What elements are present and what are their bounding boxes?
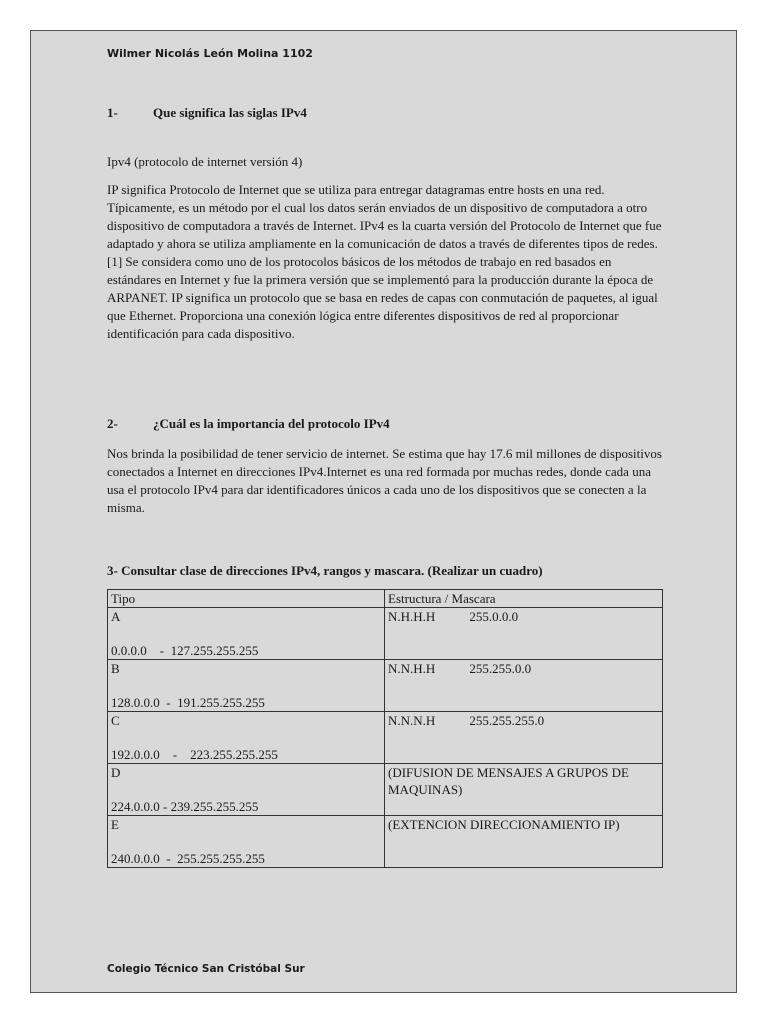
- table-header-cell: Estructura / Mascara: [385, 590, 663, 608]
- question-3-title: 3- Consultar clase de direcciones IPv4, rangos y mascara. (Realizar un cuadro): [107, 563, 543, 578]
- question-1-subtitle: Ipv4 (protocolo de internet versión 4): [107, 154, 303, 169]
- document-page: [30, 30, 737, 993]
- question-2-title: ¿Cuál es la importancia del protocolo IPv4: [153, 416, 390, 431]
- question-1-body: IP significa Protocolo de Internet que se utiliza para entregar datagramas entre hosts en una red. Típicamente, es un método por el cual los datos serán enviados de un dispositivo de computadora a otro dispositivo de computadora a través de Internet. IPv4 es la cuarta versión del Protocolo de Internet que fue adaptado y ahora se utiliza ampliamente en la comunicación de datos a través de diferentes tipos de redes.[1] Se considera como uno de los protocolos básicos de los métodos de trabajo en red basados en estándares en Internet y fue la primera versión que se implementó para la producción durante la época de ARPANET. IP significa un protocolo que se basa en redes de capas con conmutación de paquetes, al igual que Ethernet. Proporciona una conexión lógica entre diferentes dispositivos de red al proporcionar identificación para cada dispositivo.: [107, 182, 662, 341]
- question-1-heading: [107, 104, 307, 122]
- structure-cell: [385, 608, 663, 660]
- mask-text: 255.255.0.0: [469, 661, 532, 676]
- question-1-number: 1-: [107, 105, 118, 120]
- table-row: [108, 712, 663, 764]
- structure-cell: [385, 764, 663, 816]
- table-header-row: [108, 590, 663, 608]
- author-header: Wilmer Nicolás León Molina 1102: [107, 47, 313, 60]
- question-1-title: Que significa las siglas IPv4: [153, 105, 307, 120]
- question-2-heading: [107, 415, 390, 433]
- question-2-body: Nos brinda la posibilidad de tener servicio de internet. Se estima que hay 17.6 mil millones de dispositivos conectados a Internet en direcciones IPv4.Internet es una red formada por muchas redes, donde cada una usa el protocolo IPv4 para dar identificadores únicos a cada uno de los dispositivos que se conecten a la misma.: [107, 446, 662, 515]
- question-2-number: 2-: [107, 416, 118, 431]
- class-label: D: [111, 765, 121, 780]
- table-row: [108, 816, 663, 868]
- class-label: B: [111, 661, 120, 676]
- range-text: 128.0.0.0 - 191.255.255.255: [111, 695, 265, 710]
- class-label: C: [111, 713, 120, 728]
- mask-text: 255.255.255.0: [469, 713, 545, 728]
- structure-cell: [385, 816, 663, 868]
- range-text: 240.0.0.0 - 255.255.255.255: [111, 851, 265, 866]
- table-row: [108, 660, 663, 712]
- ip-class-table: [107, 589, 663, 868]
- structure-text: N.H.H.H: [388, 609, 436, 624]
- table-row: [108, 764, 663, 816]
- structure-text: (EXTENCION DIRECCIONAMIENTO IP): [388, 817, 620, 832]
- class-cell: [108, 816, 385, 868]
- structure-text: (DIFUSION DE MENSAJES A GRUPOS DE MAQUINAS): [388, 765, 629, 797]
- question-3-heading: [107, 562, 543, 580]
- structure-cell: [385, 712, 663, 764]
- class-cell: [108, 608, 385, 660]
- range-text: 192.0.0.0 - 223.255.255.255: [111, 747, 278, 762]
- range-text: 224.0.0.0 - 239.255.255.255: [111, 799, 259, 814]
- structure-text: N.N.N.H: [388, 713, 436, 728]
- structure-text: N.N.H.H: [388, 661, 436, 676]
- class-cell: [108, 660, 385, 712]
- school-footer: Colegio Técnico San Cristóbal Sur: [107, 963, 305, 975]
- class-label: A: [111, 609, 121, 624]
- class-cell: [108, 764, 385, 816]
- class-label: E: [111, 817, 119, 832]
- structure-cell: [385, 660, 663, 712]
- mask-text: 255.0.0.0: [469, 609, 519, 624]
- range-text: 0.0.0.0 - 127.255.255.255: [111, 643, 259, 658]
- table-header-cell: Tipo: [108, 590, 385, 608]
- table-row: [108, 608, 663, 660]
- class-cell: [108, 712, 385, 764]
